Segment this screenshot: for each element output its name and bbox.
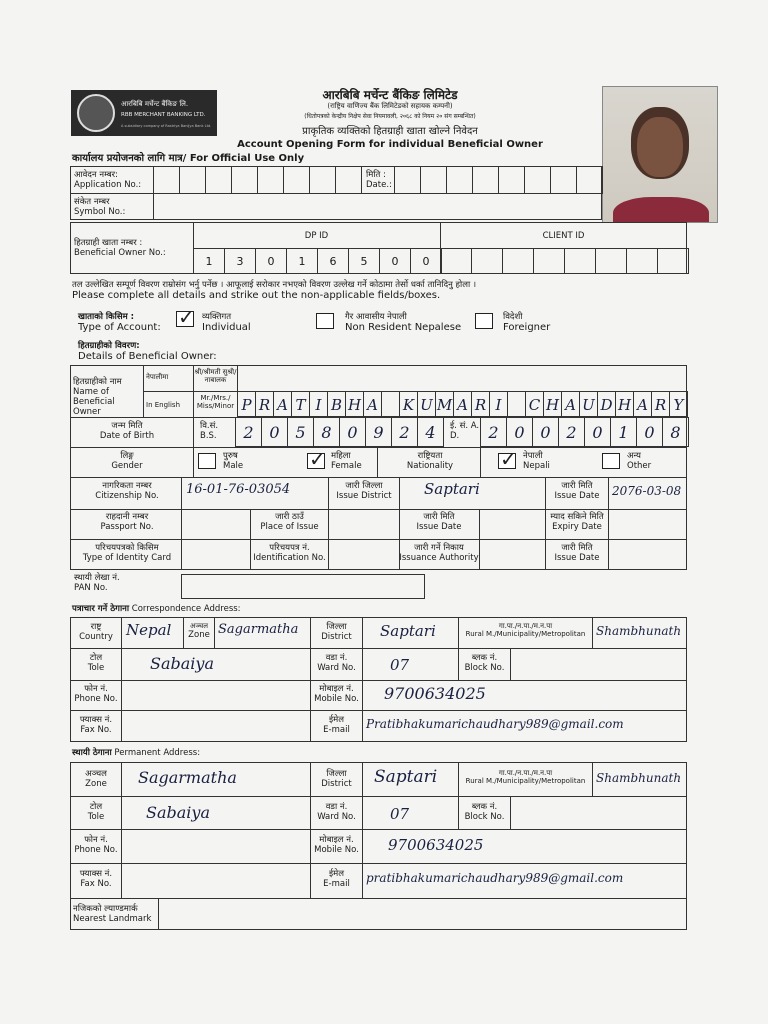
name-letter-cell[interactable]: U: [417, 391, 436, 417]
account-type-label: खाताको किसिम : Type of Account:: [78, 312, 161, 333]
name-letter-cell[interactable]: [381, 391, 400, 417]
logo-text-np: आरबिबि मर्चेन्ट बैंकिङ लि.: [121, 100, 189, 108]
name-letter-cell[interactable]: C: [525, 391, 544, 417]
dp-id-digit[interactable]: 0: [255, 248, 287, 274]
nepali-label: नेपाली Nepali: [523, 451, 550, 471]
details-heading: हितग्राहीको विवरण: Details of Beneficial Owner:: [78, 341, 217, 362]
tole-value[interactable]: Sabaiya: [150, 654, 214, 673]
application-no-cell[interactable]: [335, 166, 362, 194]
perm-rm-label: गा.पा./न.पा./म.न.पा Rural M./Municipality/Metropolitan: [465, 769, 586, 785]
instructions-np: तल उल्लेखित सम्पूर्ण विवरण राम्रोसंग भर्नु पर्नेछ । आफूलाई सरोकार नभएको विवरण उल्लेख गर्ने कोठामा तेर्सो धर्का तानिदिनु होला ।: [72, 280, 477, 290]
perm-tole-value[interactable]: Sabaiya: [146, 803, 210, 822]
name-nepali-field[interactable]: [237, 365, 687, 392]
female-checkbox[interactable]: [307, 447, 326, 471]
tole-label: टोल Tole: [87, 653, 105, 673]
application-no-cell[interactable]: [257, 166, 284, 194]
checkmark-icon: ✓: [500, 447, 517, 471]
dp-id-digit[interactable]: 0: [379, 248, 411, 274]
perm-email-value[interactable]: pratibhakumarichaudhary989@gmail.com: [366, 871, 624, 885]
mobile-value[interactable]: 9700634025: [384, 684, 486, 703]
rm-label: गा.पा./न.पा./म.न.पा Rural M./Municipality/Metropolitan: [465, 622, 586, 638]
client-id-cell[interactable]: [440, 248, 472, 274]
district-label: जिल्ला District: [321, 622, 352, 642]
dob-ad-digit[interactable]: 0: [506, 417, 533, 447]
dob-bs-digit[interactable]: 2: [391, 417, 418, 447]
official-use-heading: कार्यालय प्रयोजनको लागि मात्र/ For Official Use Only: [72, 153, 305, 164]
name-letter-cell[interactable]: D: [597, 391, 616, 417]
logo-emblem-icon: [77, 94, 115, 132]
dp-id-digit[interactable]: 5: [348, 248, 380, 274]
block-label: ब्लक नं. Block No.: [464, 653, 505, 673]
citizenship-label: नागरिकता नम्बर Citizenship No.: [95, 481, 159, 501]
landmark-label: नजिकको ल्याण्डमार्क Nearest Landmark: [73, 904, 152, 924]
name-letter-cell[interactable]: I: [309, 391, 328, 417]
dob-bs-digit[interactable]: 4: [417, 417, 444, 447]
in-nepali-label: नेपालीमा: [146, 373, 169, 381]
citizenship-value[interactable]: 16-01-76-03054: [186, 482, 291, 497]
dob-ad-digit[interactable]: 2: [558, 417, 585, 447]
application-no-label: आवेदन नम्बर: Application No.:: [74, 170, 142, 190]
name-letter-cell[interactable]: A: [453, 391, 472, 417]
date-cell[interactable]: [472, 166, 499, 194]
perm-district-label: जिल्ला District: [321, 769, 352, 789]
logo-tagline: A subsidiary company of Rastriya Banijya Bank Ltd.: [121, 124, 212, 128]
email-label: ईमेल E-mail: [323, 715, 350, 735]
permanent-table: [70, 762, 687, 930]
name-letter-cell[interactable]: A: [363, 391, 382, 417]
zone-value[interactable]: Sagarmatha: [218, 622, 299, 637]
name-letter-cell[interactable]: K: [399, 391, 418, 417]
name-label: हितग्राहीको नाम Name of Beneficial Owner: [73, 377, 122, 417]
dob-label: जन्म मिति Date of Birth: [99, 421, 155, 441]
perm-ward-label: वडा नं. Ward No.: [317, 802, 356, 822]
ward-value[interactable]: 07: [390, 656, 410, 674]
dob-bs-digit[interactable]: 9: [365, 417, 392, 447]
issue-district-label: जारी जिल्ला Issue District: [336, 481, 392, 501]
title-np-label: श्री/श्रीमती सुश्री/नाबालक: [194, 368, 237, 384]
name-letter-cell[interactable]: B: [327, 391, 346, 417]
gender-label: लिङ्ग Gender: [111, 451, 143, 471]
bo-number-label: हितग्राही खाता नम्बर : Beneficial Owner No.:: [74, 238, 166, 258]
perm-rm-value[interactable]: Shambhunath: [596, 771, 682, 785]
male-label: पुरुष Male: [223, 451, 244, 471]
perm-mobile-value[interactable]: 9700634025: [388, 836, 484, 854]
pan-field[interactable]: [181, 574, 425, 599]
issue-date-label: जारी मिति Issue Date: [554, 481, 600, 501]
application-no-cell[interactable]: [283, 166, 310, 194]
dob-bs-digit[interactable]: 8: [313, 417, 340, 447]
in-english-label: In English: [146, 401, 181, 409]
perm-phone-label: फोन नं. Phone No.: [74, 835, 118, 855]
date-cell[interactable]: [420, 166, 447, 194]
name-letter-cell[interactable]: M: [435, 391, 454, 417]
issue-district-value[interactable]: Saptari: [424, 480, 480, 498]
dob-bs-digit[interactable]: 5: [287, 417, 314, 447]
country-value[interactable]: Nepal: [126, 621, 172, 639]
dp-id-label: DP ID: [304, 231, 329, 241]
name-letter-cell[interactable]: H: [543, 391, 562, 417]
instructions-en: Please complete all details and strike out the non-applicable fields/boxes.: [72, 290, 441, 301]
rm-value[interactable]: Shambhunath: [596, 624, 682, 638]
nepali-checkbox[interactable]: [498, 447, 517, 471]
date-cell[interactable]: [446, 166, 473, 194]
id-no-label: परिचयपत्र नं. Identification No.: [253, 543, 326, 563]
name-letter-cell[interactable]: Y: [669, 391, 688, 417]
ward-label: वडा नं. Ward No.: [317, 653, 356, 673]
permanent-heading: स्थायी ठेगाना Permanent Address:: [72, 748, 201, 758]
female-label: महिला Female: [331, 451, 362, 471]
other-label: अन्य Other: [627, 451, 652, 471]
symbol-no-label: संकेत नम्बर Symbol No.:: [74, 197, 126, 217]
passport-label: राहदानी नम्बर Passport No.: [100, 512, 154, 532]
application-no-cell[interactable]: [309, 166, 336, 194]
dob-ad-digit[interactable]: 0: [636, 417, 663, 447]
name-letter-cell[interactable]: T: [291, 391, 310, 417]
date-label: मिति : Date.:: [366, 170, 392, 190]
applicant-photo: [602, 86, 718, 223]
client-id-label: CLIENT ID: [542, 231, 585, 241]
symbol-no-field[interactable]: [153, 193, 602, 220]
correspondence-heading: पत्राचार गर्ने ठेगाना Correspondence Address:: [72, 604, 241, 614]
perm-district-value[interactable]: Saptari: [374, 767, 438, 787]
dob-ad-digit[interactable]: 8: [662, 417, 689, 447]
dob-ad-digit[interactable]: 0: [584, 417, 611, 447]
authority-label: जारी गर्ने निकाय Issuance Authority: [399, 543, 479, 563]
name-letter-cell[interactable]: A: [561, 391, 580, 417]
place-of-issue-label: जारी ठाउँ Place of Issue: [260, 512, 319, 532]
checkmark-icon: ✓: [309, 447, 326, 471]
application-no-cell[interactable]: [205, 166, 232, 194]
logo-text-en: RBB MERCHANT BANKING LTD.: [121, 112, 206, 118]
dob-bs-digit[interactable]: 0: [261, 417, 288, 447]
dob-ad-digit[interactable]: 2: [480, 417, 507, 447]
phone-label: फोन नं. Phone No.: [74, 684, 118, 704]
dob-bs-digit[interactable]: 2: [235, 417, 262, 447]
dp-id-digit[interactable]: 1: [193, 248, 225, 274]
name-letter-cell[interactable]: P: [237, 391, 256, 417]
application-no-cell[interactable]: [153, 166, 180, 194]
perm-mobile-label: मोबाइल नं. Mobile No.: [314, 835, 359, 855]
dp-id-digit[interactable]: 0: [410, 248, 442, 274]
client-id-cell[interactable]: [595, 248, 627, 274]
bank-title: आरबिबि मर्चेन्ट बैंकिङ लिमिटेड: [322, 88, 458, 102]
client-id-cell[interactable]: [564, 248, 596, 274]
date-cell[interactable]: [394, 166, 421, 194]
dp-id-digit[interactable]: 3: [224, 248, 256, 274]
name-letter-cell[interactable]: A: [633, 391, 652, 417]
district-value[interactable]: Saptari: [380, 622, 436, 640]
name-letter-cell[interactable]: R: [651, 391, 670, 417]
perm-zone-label: अञ्चल Zone: [85, 769, 107, 789]
dp-id-digit[interactable]: 6: [317, 248, 349, 274]
form-title-en: Account Opening Form for individual Beneficial Owner: [237, 139, 543, 150]
name-letter-cell[interactable]: H: [615, 391, 634, 417]
client-id-cell[interactable]: [533, 248, 565, 274]
dob-ad-digit[interactable]: 1: [610, 417, 637, 447]
foreigner-label: विदेशी Foreigner: [503, 312, 551, 333]
perm-tole-label: टोल Tole: [87, 802, 105, 822]
foreigner-checkbox[interactable]: [475, 313, 493, 329]
bs-label: वि.सं. B.S.: [200, 421, 219, 441]
perm-zone-value[interactable]: Sagarmatha: [138, 768, 237, 787]
expiry-date-label: म्याद सकिने मिति Expiry Date: [550, 512, 604, 532]
perm-ward-value[interactable]: 07: [390, 805, 410, 823]
email-value[interactable]: Pratibhakumarichaudhary989@gmail.com: [366, 717, 624, 731]
male-checkbox[interactable]: [198, 453, 216, 469]
mobile-label: मोबाइल नं. Mobile No.: [314, 684, 359, 704]
pan-label: स्थायी लेखा नं. PAN No.: [74, 573, 120, 593]
date-cell[interactable]: [576, 166, 603, 194]
perm-fax-label: फ्याक्स नं. Fax No.: [79, 869, 113, 889]
form-title-np: प्राकृतिक व्यक्तिको हितग्राही खाता खोल्ने निवेदन: [302, 126, 478, 137]
zone-label: अञ्चल Zone: [188, 622, 210, 640]
nrn-label: गैर आवासीय नेपाली Non Resident Nepalese: [345, 312, 462, 333]
name-letter-cell[interactable]: [507, 391, 526, 417]
bank-subtitle-2: (धितोपत्रको केन्द्रीय निक्षेप सेवा नियमावली, २०६८ को नियम २० संग सम्बन्धित): [304, 113, 476, 120]
other-checkbox[interactable]: [602, 453, 620, 469]
name-letter-cell[interactable]: R: [471, 391, 490, 417]
country-label: राष्ट्र Country: [79, 622, 113, 642]
client-id-cell[interactable]: [471, 248, 503, 274]
bank-subtitle: (राष्ट्रिय वाणिज्य बैंक लिमिटेडको सहायक कम्पनी): [327, 102, 453, 110]
application-no-cell[interactable]: [231, 166, 258, 194]
name-letter-cell[interactable]: R: [255, 391, 274, 417]
checkmark-icon: ✓: [178, 305, 195, 329]
perm-email-label: ईमेल E-mail: [323, 869, 350, 889]
id-issue-date-label: जारी मिति Issue Date: [554, 543, 600, 563]
dob-ad-digit[interactable]: 0: [532, 417, 559, 447]
name-letter-cell[interactable]: U: [579, 391, 598, 417]
name-letter-cell[interactable]: I: [489, 391, 508, 417]
bank-logo: [71, 90, 217, 136]
date-cell[interactable]: [550, 166, 577, 194]
name-letter-cell[interactable]: H: [345, 391, 364, 417]
application-no-cell[interactable]: [179, 166, 206, 194]
individual-checkbox[interactable]: [176, 305, 195, 329]
dob-bs-digit[interactable]: 0: [339, 417, 366, 447]
nationality-label: राष्ट्रियता Nationality: [406, 451, 454, 471]
id-type-label: परिचयपत्रको किसिम Type of Identity Card: [82, 543, 172, 563]
dp-id-digit[interactable]: 1: [286, 248, 318, 274]
fax-label: फ्याक्स नं. Fax No.: [79, 715, 113, 735]
name-letter-cell[interactable]: A: [273, 391, 292, 417]
client-id-cell[interactable]: [502, 248, 534, 274]
date-cell[interactable]: [524, 166, 551, 194]
date-cell[interactable]: [498, 166, 525, 194]
title-en-label: Mr./Mrs./ Miss/Minor: [196, 394, 235, 410]
perm-block-label: ब्लक नं. Block No.: [464, 802, 505, 822]
nrn-checkbox[interactable]: [316, 313, 334, 329]
individual-label: व्यक्तिगत Individual: [202, 312, 251, 333]
issue-date-value[interactable]: 2076-03-08: [612, 484, 682, 498]
client-id-cell[interactable]: [626, 248, 658, 274]
passport-issue-date-label: जारी मिति Issue Date: [416, 512, 462, 532]
ad-label: ई. सं. A. D.: [450, 421, 480, 441]
client-id-cell[interactable]: [657, 248, 689, 274]
